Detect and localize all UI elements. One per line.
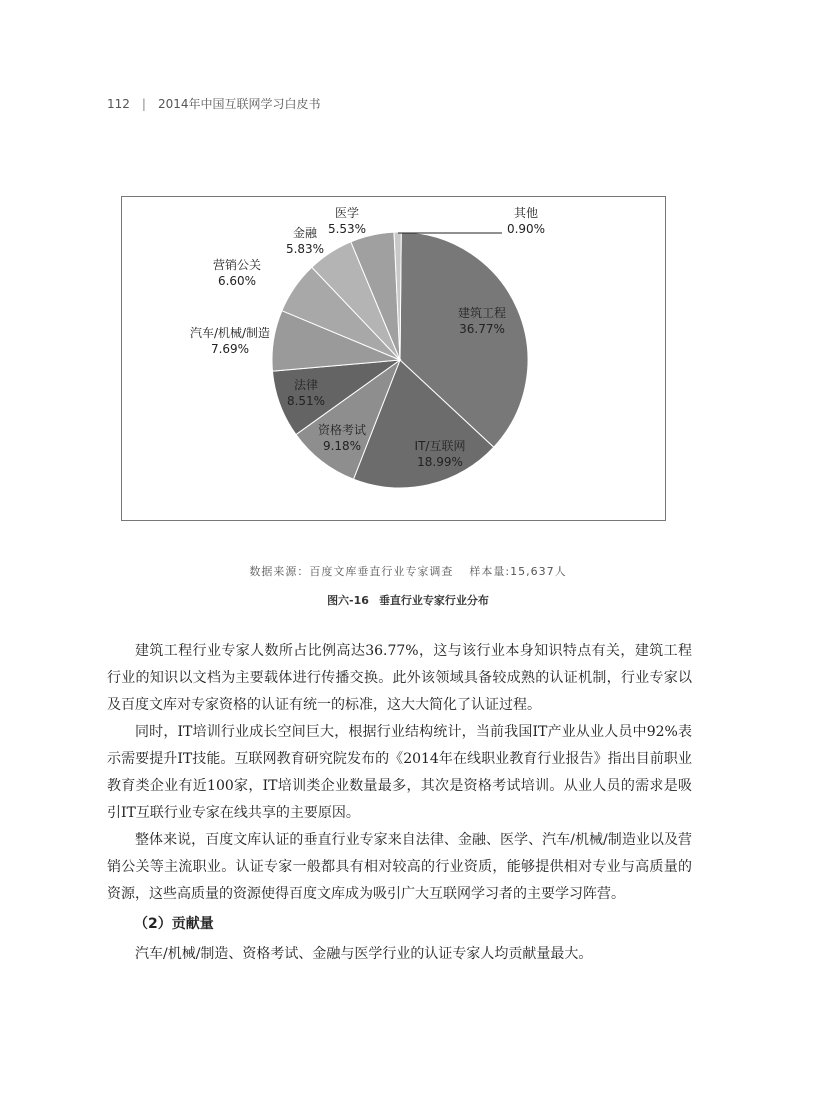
slice-value-label: 5.53% — [327, 222, 367, 236]
header-separator: | — [141, 97, 146, 111]
slice-label: 建筑工程 — [457, 306, 507, 320]
book-title: 2014年中国互联网学习白皮书 — [157, 97, 321, 111]
slice-value-label: 6.60% — [217, 274, 257, 288]
figure-title: 垂直行业专家行业分布 — [378, 594, 489, 607]
slice-value-label: 0.90% — [506, 222, 546, 236]
slice-value-label: 8.51% — [286, 394, 326, 408]
slice-value-label: 5.83% — [285, 242, 325, 256]
slice-value-label: 18.99% — [417, 455, 463, 469]
figure-number: 图六-16 — [327, 594, 369, 607]
pie-chart — [122, 197, 667, 522]
slice-value-label: 36.77% — [459, 322, 505, 336]
section-subheading: （2）贡献量 — [134, 916, 214, 932]
page-number: 112 — [107, 97, 130, 111]
paragraph-4: 汽车/机械/制造、资格考试、金融与医学行业的认证专家人均贡献量最大。 — [135, 946, 593, 962]
page-header — [107, 95, 321, 112]
sample-size: 样本量:15,637人 — [469, 565, 567, 578]
slice-label: 法律 — [293, 378, 319, 392]
slice-label: 其他 — [513, 206, 539, 220]
slice-label: 汽车/机械/制造 — [189, 326, 271, 340]
paragraph-3: 整体来说，百度文库认证的垂直行业专家来自法律、金融、医学、汽车/机械/制造业以及营销公关等主流职业。认证专家一般都具有相对较高的行业资质，能够提供相对专业与高质量的资源，这些高质量的资源使得百度文库成为吸引广大互联网学习者的主要学习阵营。 — [107, 832, 692, 902]
paragraph-1: 建筑工程行业专家人数所占比例高达36.77%，这与该行业本身知识特点有关，建筑工程行业的知识以文档为主要载体进行传播交换。此外该领域具备较成熟的认证机制，行业专家以及百度文库对专家资格的认证有统一的标准，这大大简化了认证过程。 — [107, 643, 692, 713]
pie-chart-frame — [121, 196, 666, 521]
slice-value-label: 7.69% — [210, 342, 250, 356]
slice-label: 金融 — [292, 226, 318, 240]
figure-caption — [0, 592, 816, 608]
slice-label: 资格考试 — [317, 423, 367, 437]
data-source-line — [0, 563, 816, 579]
slice-label: 营销公关 — [212, 258, 262, 272]
slice-value-label: 9.18% — [322, 439, 362, 453]
slice-label: 医学 — [334, 206, 360, 220]
paragraph-2: 同时，IT培训行业成长空间巨大，根据行业结构统计，当前我国IT产业从业人员中92%表示需要提升IT技能。互联网教育研究院发布的《2014年在线职业教育行业报告》指出目前职业教育类企业有近100家，IT培训类企业数量最多，其次是资格考试培训。从业人员的需求是吸引IT互联行业专家在线共享的主要原因。 — [107, 724, 692, 821]
slice-label: IT/互联网 — [414, 439, 466, 453]
data-source: 数据来源：百度文库垂直行业专家调查 — [249, 565, 454, 578]
